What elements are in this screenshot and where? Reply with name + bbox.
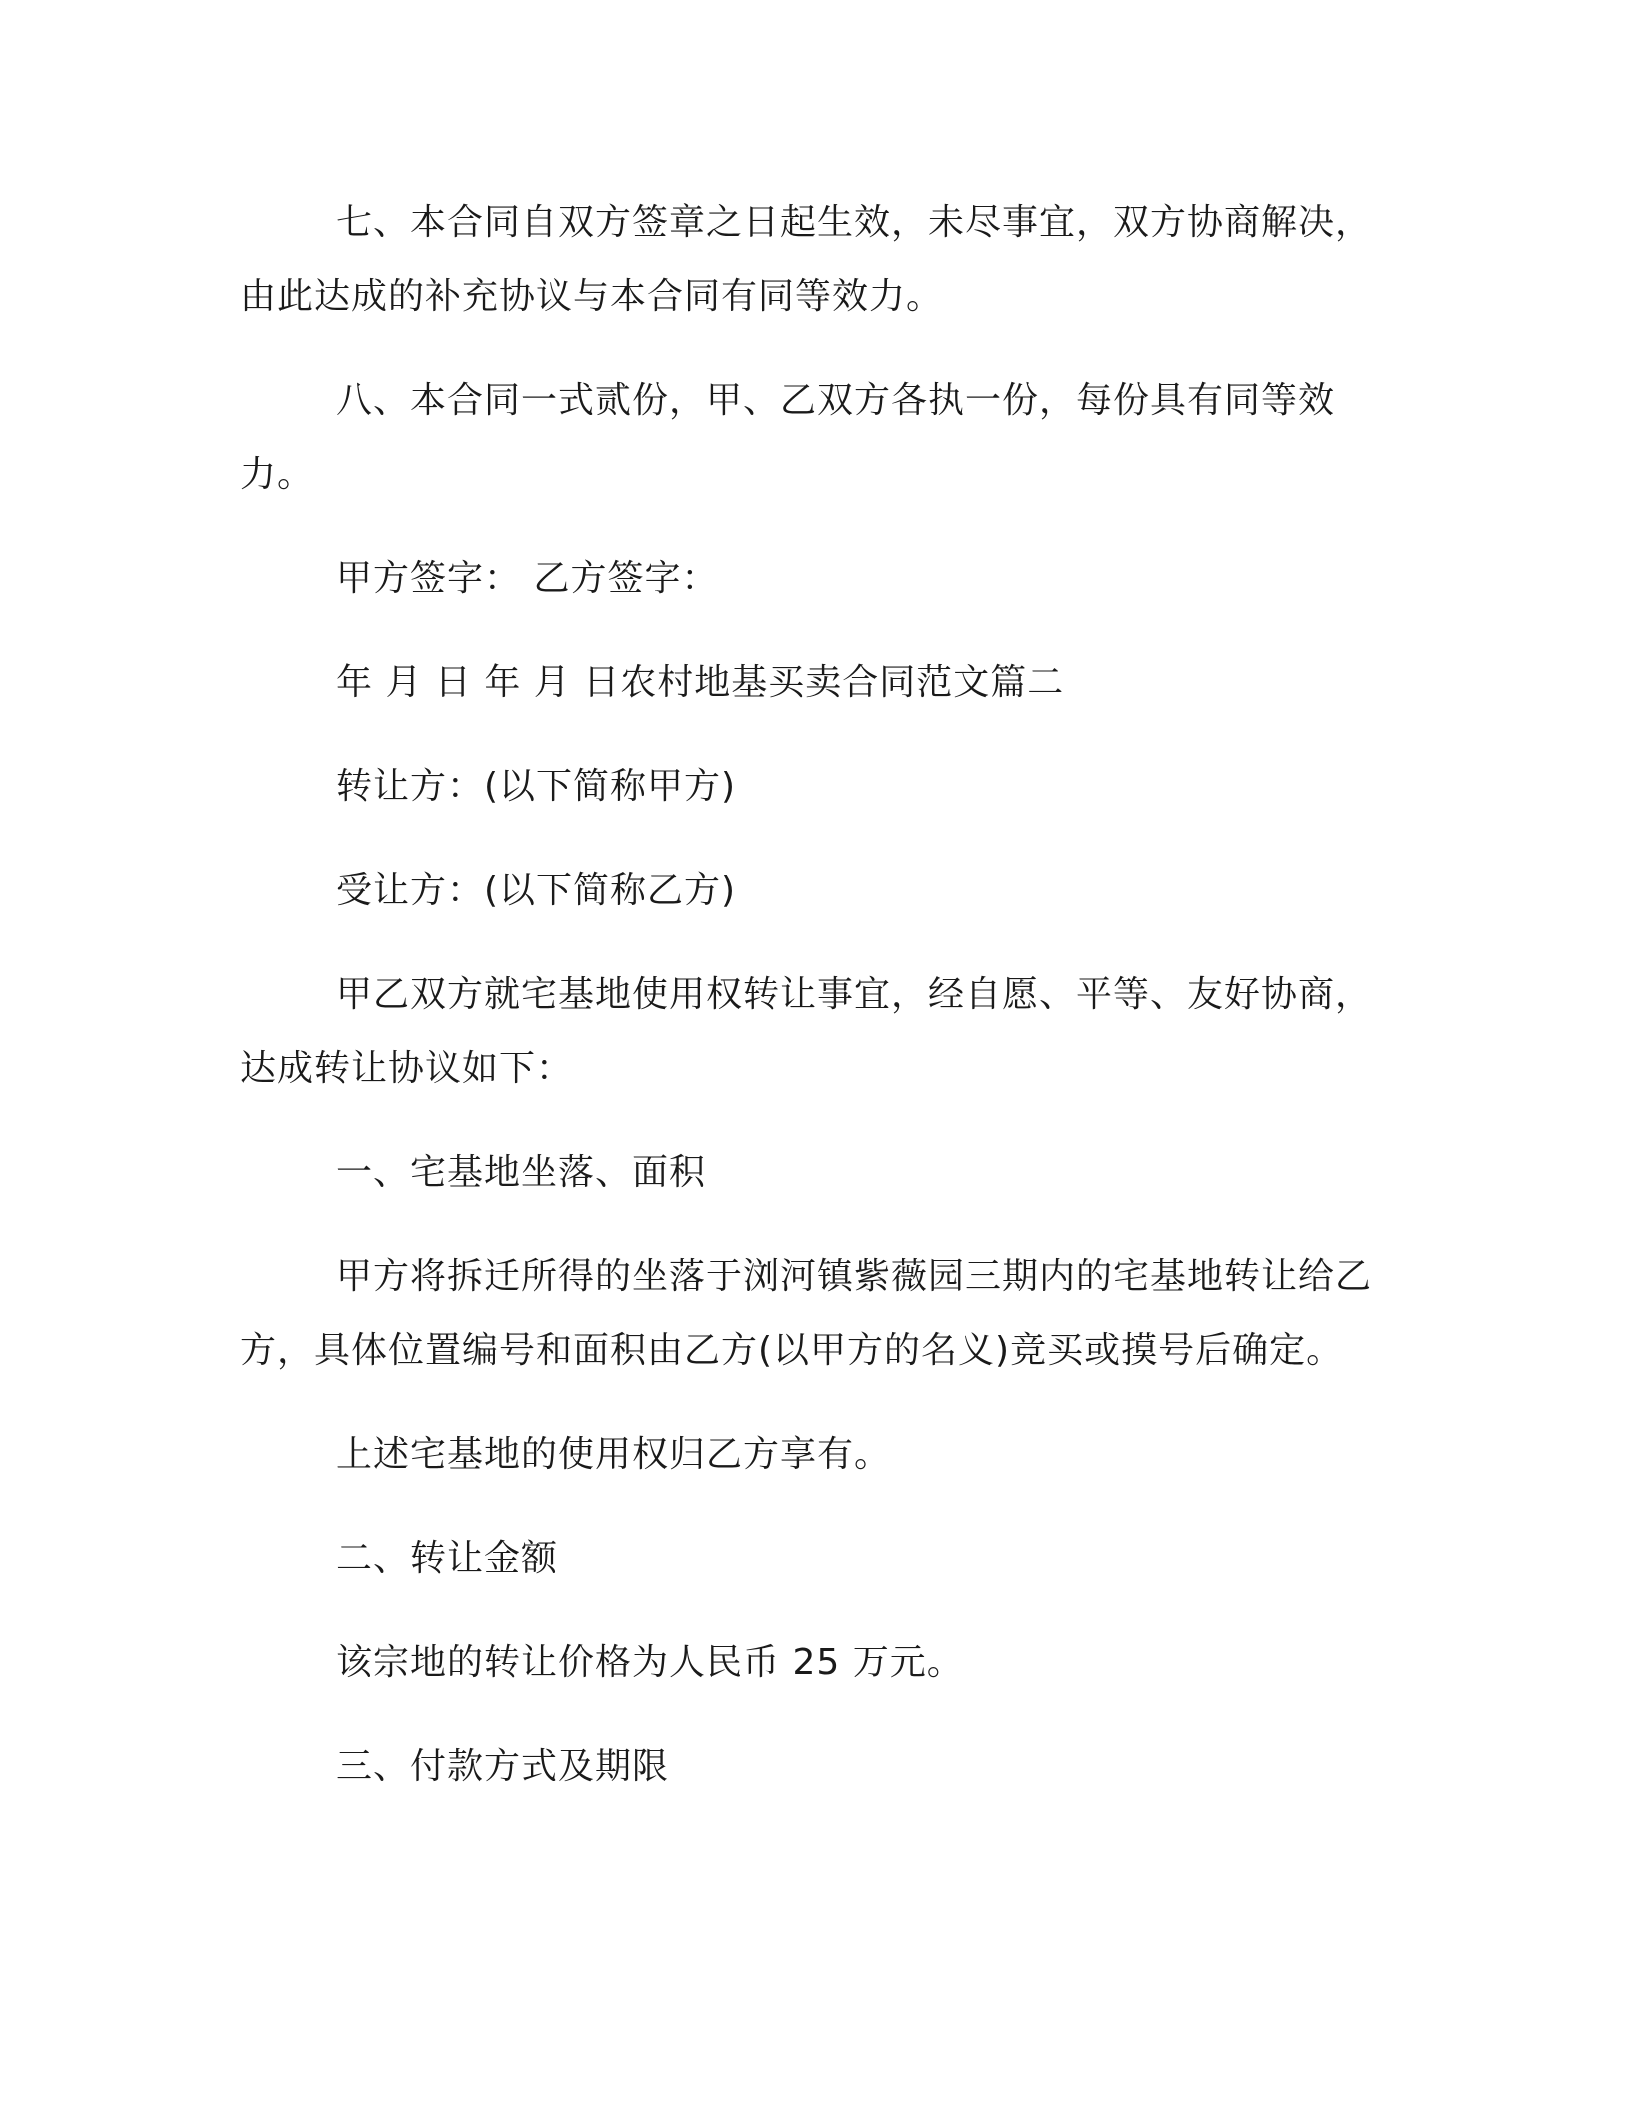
section-one-usage-right: 上述宅基地的使用权归乙方享有。 (336, 1434, 892, 1475)
section-three-heading: 三、付款方式及期限 (336, 1746, 670, 1787)
clause-eight: 八、本合同一式贰份，甲、乙双方各执一份，每份具有同等效力。 (240, 380, 1336, 495)
transferor-line: 转让方：(以下简称甲方) (336, 766, 737, 807)
transferee-line: 受让方：(以下简称乙方) (336, 870, 737, 911)
clause-seven: 七、本合同自双方签章之日起生效，未尽事宜，双方协商解决，由此达成的补充协议与本合同有同等效力。 (240, 202, 1373, 317)
signature-line: 甲方签字： 乙方签字： (336, 558, 719, 599)
agreement-intro: 甲乙双方就宅基地使用权转让事宜，经自愿、平等、友好协商，达成转让协议如下： (240, 974, 1373, 1089)
section-two-body: 该宗地的转让价格为人民币 25 万元。 (336, 1642, 964, 1683)
section-one-body: 甲方将拆迁所得的坐落于浏河镇紫薇园三期内的宅基地转让给乙方，具体位置编号和面积由乙方(以甲方的名义)竞买或摸号后确定。 (240, 1256, 1373, 1371)
document-body (240, 186, 1400, 1834)
section-one-heading: 一、宅基地坐落、面积 (336, 1152, 707, 1193)
date-line-and-title: 年 月 日 年 月 日农村地基买卖合同范文篇二 (336, 662, 1065, 703)
section-two-heading: 二、转让金额 (336, 1538, 559, 1579)
